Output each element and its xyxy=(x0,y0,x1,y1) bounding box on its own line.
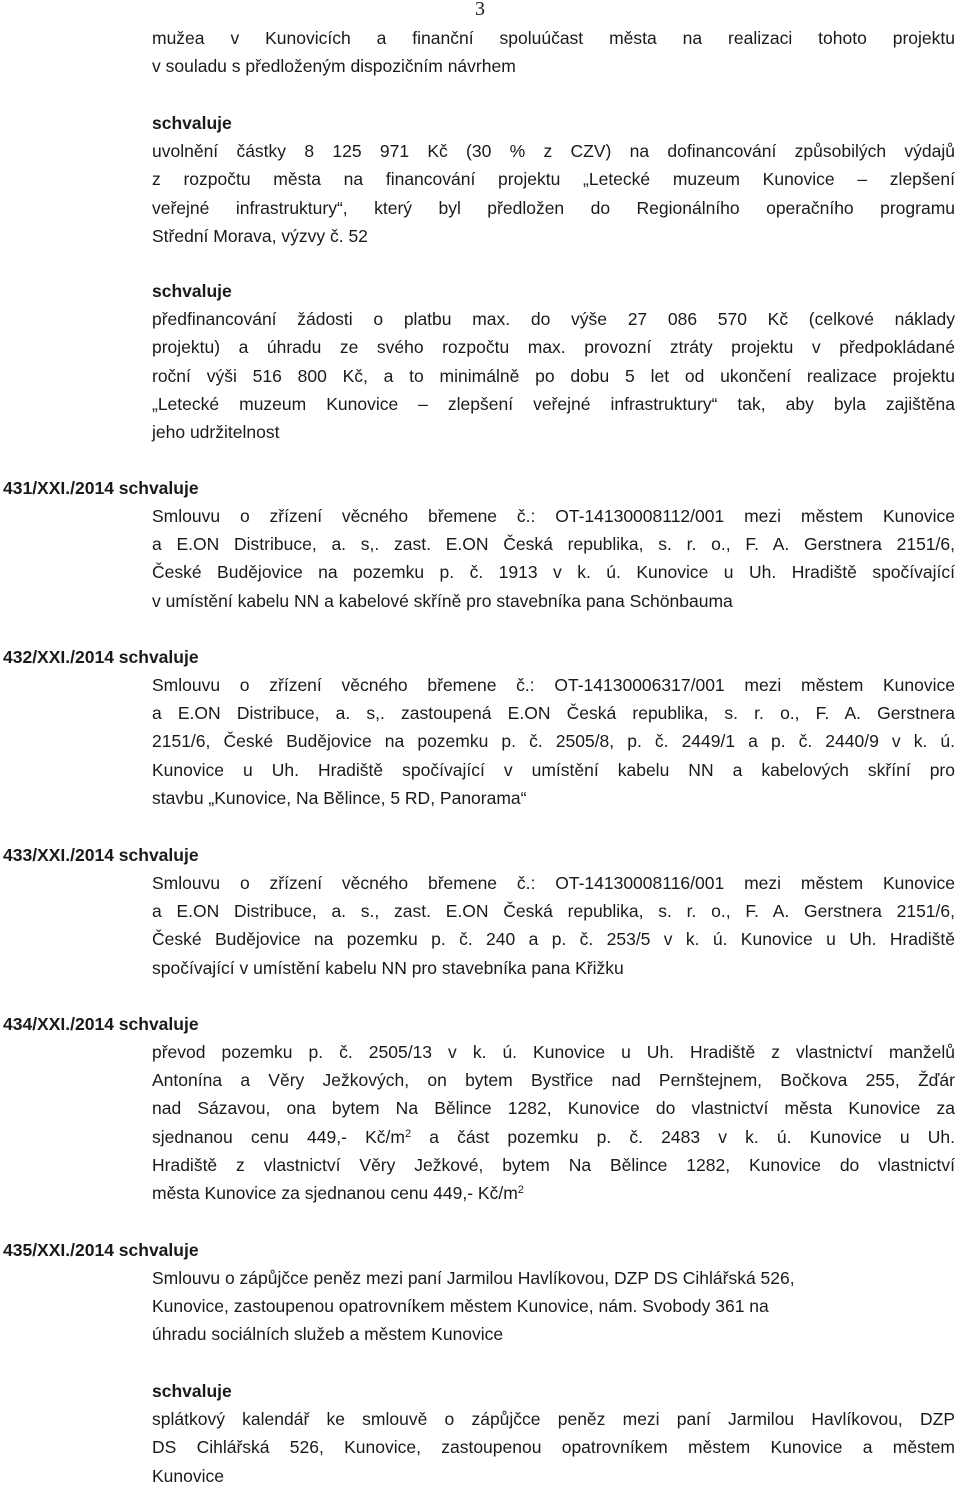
text-line: České Budějovice na pozemku p. č. 1913 v k. ú. Kunovice u Uh. Hradiště spočívající xyxy=(152,562,955,583)
text-line: Smlouvu o zřízení věcného břemene č.: OT-14130008112/001 mezi městem Kunovice xyxy=(152,506,955,526)
resolution-id: 431/XXI./2014 xyxy=(3,478,114,498)
text-line: Kunovice u Uh. Hradiště spočívající v umístění kabelu NN a kabelových skříní pro xyxy=(152,759,955,780)
text-line: Kunovice xyxy=(152,1465,224,1486)
text-fragment: a část pozemku p. č. 2483 v k. ú. Kunovice u Uh. xyxy=(411,1126,955,1147)
resolution-body xyxy=(152,1264,955,1349)
resolution-id: 433/XXI./2014 xyxy=(3,845,114,865)
text-line: v souladu s předloženým dispozičním návrhem xyxy=(152,56,516,77)
approval-section xyxy=(152,277,955,446)
page-number: 3 xyxy=(475,0,485,20)
text-line: nad Sázavou, ona bytem Na Bělince 1282, Kunovice do vlastnictví města Kunovice za xyxy=(152,1098,955,1119)
resolution-body xyxy=(152,502,955,615)
text-line: Hradiště z vlastnictví Věry Ježkové, bytem Na Bělince 1282, Kunovice do vlastnictví xyxy=(152,1154,955,1175)
resolution-number xyxy=(3,1236,199,1264)
text-line: mužea v Kunovicích a finanční spoluúčast města na realizaci tohoto projektu xyxy=(152,28,955,48)
resolution-verb: schvaluje xyxy=(118,647,199,667)
superscript: 2 xyxy=(517,1183,524,1196)
text-line: DS Cihlářská 526, Kunovice, zastoupenou opatrovníkem městem Kunovice a městem xyxy=(152,1437,955,1458)
resolution-id: 432/XXI./2014 xyxy=(3,647,114,667)
text-line: uvolnění částky 8 125 971 Kč (30 % z CZV) na dofinancování způsobilých výdajů xyxy=(152,141,955,162)
text-line: „Letecké muzeum Kunovice – zlepšení veřejné infrastruktury“ tak, aby byla zajištěna xyxy=(152,393,955,414)
approval-verb: schvaluje xyxy=(152,281,232,301)
text-line: předfinancování žádosti o platbu max. do výše 27 086 570 Kč (celkové náklady xyxy=(152,309,955,330)
resolution-verb: schvaluje xyxy=(118,1014,199,1034)
text-line: projektu) a úhradu ze svého rozpočtu max. provozní ztráty projektu v předpokládané xyxy=(152,337,955,358)
text-line: Antonína a Věry Ježkových, on bytem Bystřice nad Pernštejnem, Bočkova 255, Žďár xyxy=(152,1070,955,1091)
text-fragment: města Kunovice za sjednanou cenu 449,- Kč/m xyxy=(152,1182,518,1203)
approval-verb: schvaluje xyxy=(152,113,232,133)
resolution-verb: schvaluje xyxy=(118,478,199,498)
text-line: spočívající v umístění kabelu NN pro stavebníka pana Křižku xyxy=(152,957,624,978)
text-line: z rozpočtu města na financování projektu „Letecké muzeum Kunovice – zlepšení xyxy=(152,169,955,190)
approval-section xyxy=(152,1377,955,1490)
text-line: Střední Morava, výzvy č. 52 xyxy=(152,225,368,246)
text-line: Smlouvu o zřízení věcného břemene č.: OT-14130006317/001 mezi městem Kunovice xyxy=(152,675,955,695)
text-line: splátkový kalendář ke smlouvě o zápůjčce peněz mezi paní Jarmilou Havlíkovou, DZP xyxy=(152,1409,955,1430)
superscript: 2 xyxy=(404,1127,412,1140)
text-line: a E.ON Distribuce, a. s,. zast. E.ON Česká republika, s. r. o., F. A. Gerstnera 2151/6, xyxy=(152,534,955,555)
text-line: a E.ON Distribuce, a. s,. zastoupená E.ON Česká republika, s. r. o., F. A. Gerstnera xyxy=(152,703,955,724)
approval-section xyxy=(152,109,955,250)
resolution-body xyxy=(152,1038,955,1207)
text-line: převod pozemku p. č. 2505/13 v k. ú. Kunovice u Uh. Hradiště z vlastnictví manželů xyxy=(152,1042,955,1062)
text-line: České Budějovice na pozemku p. č. 240 a p. č. 253/5 v k. ú. Kunovice u Uh. Hradiště xyxy=(152,929,955,950)
resolution-id: 434/XXI./2014 xyxy=(3,1014,114,1034)
intro-paragraph xyxy=(152,24,955,80)
resolution-id: 435/XXI./2014 xyxy=(3,1240,114,1260)
text-line xyxy=(152,1179,955,1207)
resolution-verb: schvaluje xyxy=(118,1240,199,1260)
text-line: stavbu „Kunovice, Na Bělince, 5 RD, Panorama“ xyxy=(152,787,527,808)
text-line xyxy=(152,1123,955,1151)
resolution-body xyxy=(152,671,955,812)
text-line: v umístění kabelu NN a kabelové skříně pro stavebníka pana Schönbauma xyxy=(152,590,733,611)
text-line: Kunovice, zastoupenou opatrovníkem městem Kunovice, nám. Svobody 361 na xyxy=(152,1296,769,1317)
text-line: Smlouvu o zřízení věcného břemene č.: OT-14130008116/001 mezi městem Kunovice xyxy=(152,873,955,893)
text-line: jeho udržitelnost xyxy=(152,421,280,442)
text-line: 2151/6, České Budějovice na pozemku p. č. 2505/8, p. č. 2449/1 a p. č. 2440/9 v k. ú. xyxy=(152,731,955,752)
resolution-number xyxy=(3,1010,199,1038)
text-line: a E.ON Distribuce, a. s., zast. E.ON Česká republika, s. r. o., F. A. Gerstnera 2151/6, xyxy=(152,901,955,922)
resolution-number xyxy=(3,643,199,671)
resolution-number xyxy=(3,841,199,869)
text-line: roční výši 516 800 Kč, a to minimálně po dobu 5 let od ukončení realizace projektu xyxy=(152,365,955,386)
text-line: úhradu sociálních služeb a městem Kunovice xyxy=(152,1324,504,1345)
resolution-body xyxy=(152,869,955,982)
approval-verb: schvaluje xyxy=(152,1381,232,1401)
resolution-number xyxy=(3,474,199,502)
text-line: Smlouvu o zápůjčce peněz mezi paní Jarmilou Havlíkovou, DZP DS Cihlářská 526, xyxy=(152,1268,795,1288)
resolution-verb: schvaluje xyxy=(118,845,199,865)
text-line: veřejné infrastruktury“, který byl předložen do Regionálního operačního programu xyxy=(152,197,955,218)
text-fragment: sjednanou cenu 449,- Kč/m xyxy=(152,1126,405,1147)
